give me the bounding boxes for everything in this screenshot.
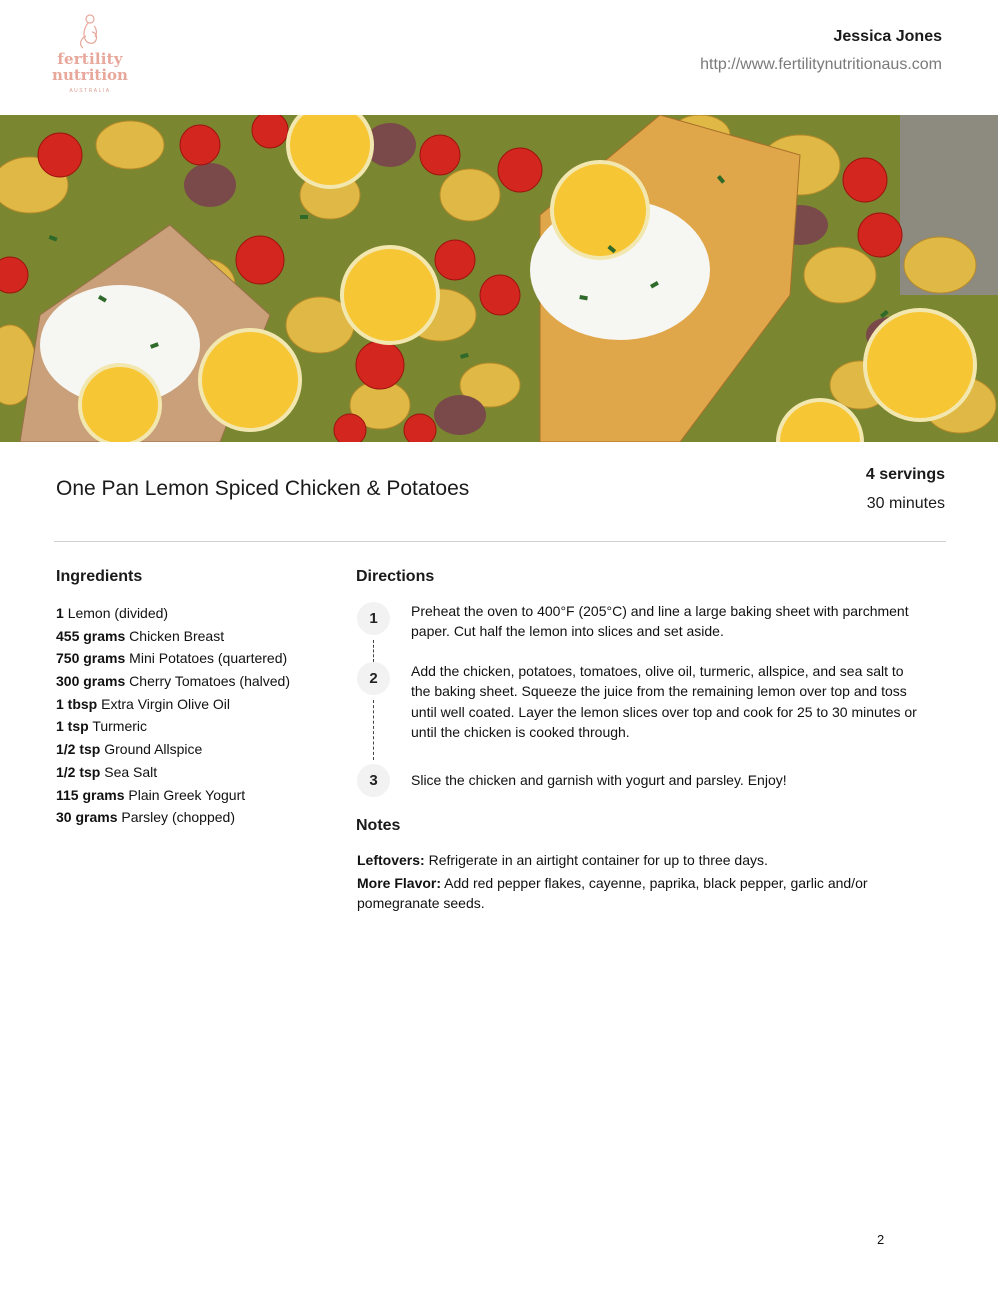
list-item (56, 602, 290, 625)
ingredient-qty: 1/2 tsp (56, 763, 101, 780)
list-item (56, 647, 290, 670)
ingredient-name: Lemon (divided) (67, 605, 169, 621)
ingredient-qty: 115 grams (56, 786, 125, 803)
list-item (56, 738, 290, 761)
brand-logo (50, 12, 130, 100)
step-connector (373, 700, 374, 760)
cook-time: 30 minutes (866, 495, 945, 512)
step-number-3: 3 (357, 764, 390, 797)
ingredient-name: Ground Allspice (104, 741, 203, 758)
page-number: 2 (877, 1232, 885, 1247)
author-name: Jessica Jones (833, 28, 942, 45)
logo-text-line3: AUSTRALIA (69, 88, 111, 94)
ingredient-qty: 300 grams (56, 673, 126, 690)
step-number-1: 1 (357, 602, 390, 635)
ingredient-name: Extra Virgin Olive Oil (101, 695, 231, 712)
list-item (56, 693, 290, 716)
ingredients-list (56, 602, 290, 829)
list-item (56, 761, 290, 784)
ingredient-qty: 30 grams (56, 809, 118, 826)
list-item (56, 784, 290, 807)
ingredient-name: Sea Salt (104, 763, 158, 780)
list-item (56, 806, 290, 829)
note-label: Leftovers: (357, 852, 425, 868)
ingredient-qty: 750 grams (56, 650, 126, 667)
ingredient-name: Turmeric (92, 718, 148, 735)
note-label: More Flavor: (357, 874, 442, 891)
list-item (56, 625, 290, 648)
ingredient-qty: 1/2 tsp (56, 741, 101, 758)
ingredient-qty: 1 tbsp (56, 695, 98, 712)
list-item (56, 670, 290, 693)
notes-body (357, 850, 917, 916)
recipe-hero-image (0, 115, 998, 442)
logo-text-line2: nutrition (52, 66, 128, 84)
ingredient-name: Plain Greek Yogurt (128, 786, 246, 803)
step-text-1: Preheat the oven to 400°F (205°C) and line a large baking sheet with parchment paper. Cut half the lemon into slices and set aside. (411, 603, 909, 640)
notes-heading: Notes (356, 817, 401, 834)
ingredient-name: Chicken Breast (129, 627, 225, 644)
website-link[interactable]: http://www.fertilitynutritionaus.com (700, 56, 942, 73)
ingredient-qty: 1 (56, 605, 64, 621)
food-photo (0, 115, 998, 442)
step-text-3: Slice the chicken and garnish with yogurt and parsley. Enjoy! (411, 772, 787, 788)
ingredients-heading: Ingredients (56, 568, 143, 585)
servings: 4 servings (865, 466, 945, 483)
note-text: Add red pepper flakes, cayenne, paprika, black pepper, garlic and/or pomegranate seeds. (357, 874, 868, 911)
ingredient-name: Cherry Tomatoes (halved) (129, 673, 290, 690)
recipe-title: One Pan Lemon Spiced Chicken & Potatoes (56, 477, 470, 500)
note-item (357, 873, 917, 914)
step-text-2: Add the chicken, potatoes, tomatoes, olive oil, turmeric, allspice, and sea salt to the baking sheet. Squeeze the juice from the remaining lemon over top and toss until well coated. Layer the lemon slices over top and cook for 25 to 30 minutes or until the chicken is cooked through. (411, 663, 917, 740)
directions-heading: Directions (356, 568, 435, 585)
list-item (56, 715, 290, 738)
ingredient-qty: 455 grams (56, 627, 126, 644)
step-number-2: 2 (357, 662, 390, 695)
note-text: Refrigerate in an airtight container for up to three days. (428, 852, 768, 868)
divider (54, 541, 946, 542)
pregnant-woman-icon (50, 12, 130, 52)
step-connector (373, 640, 374, 662)
note-item (357, 850, 917, 871)
logo-text-line1: fertility (57, 50, 123, 68)
ingredient-qty: 1 tsp (56, 718, 89, 735)
ingredient-name: Parsley (chopped) (121, 809, 235, 826)
ingredient-name: Mini Potatoes (quartered) (129, 650, 288, 667)
